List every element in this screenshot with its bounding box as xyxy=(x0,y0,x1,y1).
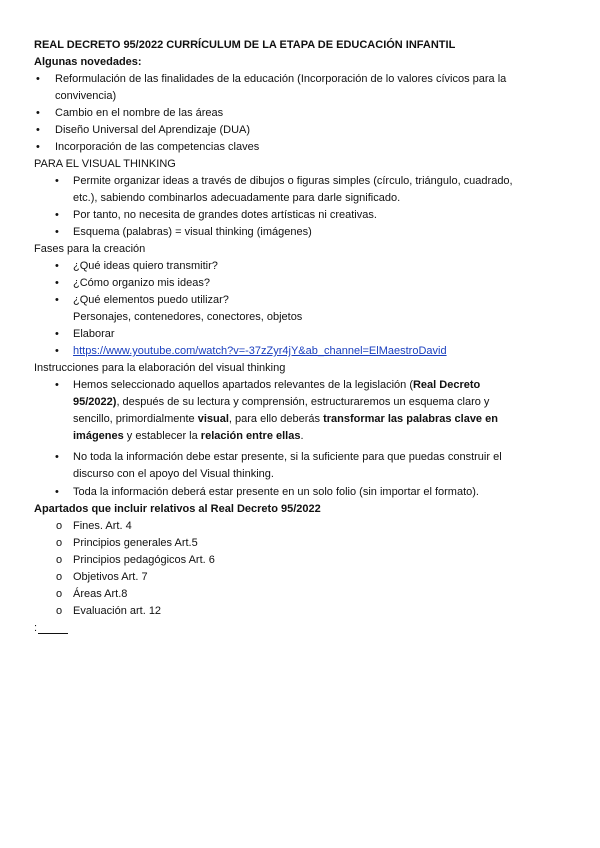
bold-text-run: transformar las palabras clave en xyxy=(323,413,498,425)
bullet-icon: • xyxy=(55,294,59,306)
text-run: y establecer la xyxy=(123,430,201,442)
bullet-icon: • xyxy=(55,328,59,340)
youtube-link[interactable]: https://www.youtube.com/watch?v=-37zZyr4jY&ab_channel=ElMaestroDavid xyxy=(73,345,447,357)
list-item-continuation: discurso con el apoyo del Visual thinking. xyxy=(73,468,274,480)
circle-bullet-icon: o xyxy=(56,554,63,566)
bullet-icon: • xyxy=(55,277,59,289)
text-run: , para ello deberás xyxy=(228,413,324,425)
list-item: Cambio en el nombre de las áreas xyxy=(55,107,224,119)
list-item-continuation: convivencia) xyxy=(55,90,117,102)
circle-bullet-icon: o xyxy=(56,571,63,583)
apartados-heading: Apartados que incluir relativos al Real Decreto 95/2022 xyxy=(34,503,321,515)
circle-bullet-icon: o xyxy=(56,588,63,600)
bullet-icon: • xyxy=(55,209,59,221)
list-item: No toda la información debe estar presente, si la suficiente para que puedas construir el xyxy=(73,451,502,463)
bullet-icon: • xyxy=(55,451,59,463)
trailing-underline xyxy=(38,633,68,634)
bold-text-run: imágenes xyxy=(73,430,124,442)
bold-text-run: relación entre ellas xyxy=(200,430,301,442)
bullet-icon: • xyxy=(36,73,40,85)
circle-bullet-icon: o xyxy=(56,605,63,617)
bullet-icon: • xyxy=(55,175,59,187)
list-item: Fines. Art. 4 xyxy=(73,520,132,532)
text-run: Hemos seleccionado aquellos apartados relevantes de la legislación ( xyxy=(73,379,413,391)
list-item: Toda la información deberá estar presente en un solo folio (sin importar el formato). xyxy=(73,486,479,498)
list-item: Por tanto, no necesita de grandes dotes artísticas ni creativas. xyxy=(73,209,377,221)
text-run: sencillo, primordialmente xyxy=(73,413,198,425)
bullet-icon: • xyxy=(55,226,59,238)
bullet-icon: • xyxy=(55,260,59,272)
list-item: Esquema (palabras) = visual thinking (imágenes) xyxy=(73,226,312,238)
document-title: REAL DECRETO 95/2022 CURRÍCULUM DE LA ETAPA DE EDUCACIÓN INFANTIL xyxy=(34,39,456,51)
list-item: Reformulación de las finalidades de la educación (Incorporación de lo valores cívicos para la xyxy=(55,73,507,85)
list-item: Diseño Universal del Aprendizaje (DUA) xyxy=(55,124,251,136)
list-item: Elaborar xyxy=(73,328,115,340)
text-run: . xyxy=(300,430,304,442)
novedades-heading: Algunas novedades: xyxy=(34,56,142,68)
paragraph-line xyxy=(73,412,498,426)
list-item: Áreas Art.8 xyxy=(73,588,128,600)
paragraph-line xyxy=(73,429,304,443)
paragraph-line xyxy=(73,378,480,392)
fases-heading: Fases para la creación xyxy=(34,243,146,255)
circle-bullet-icon: o xyxy=(56,520,63,532)
list-item: Evaluación art. 12 xyxy=(73,605,162,617)
list-item-continuation: etc.), sabiendo combinarlos adecuadamente para darle significado. xyxy=(73,192,401,204)
text-run: , después de su lectura y comprensión, estructuraremos un esquema claro y xyxy=(116,396,490,408)
list-item: Principios pedagógicos Art. 6 xyxy=(73,554,215,566)
bullet-icon: • xyxy=(36,124,40,136)
list-item: Principios generales Art.5 xyxy=(73,537,198,549)
circle-bullet-icon: o xyxy=(56,537,63,549)
bold-text-run: 95/2022) xyxy=(73,396,117,408)
list-item: Incorporación de las competencias claves xyxy=(55,141,260,153)
bold-text-run: Real Decreto xyxy=(412,379,481,391)
list-item: Permite organizar ideas a través de dibujos o figuras simples (círculo, triángulo, cuadrado, xyxy=(73,175,513,187)
bullet-icon: • xyxy=(55,486,59,498)
instrucciones-heading: Instrucciones para la elaboración del visual thinking xyxy=(34,362,286,374)
list-item: ¿Qué ideas quiero transmitir? xyxy=(73,260,218,272)
bullet-icon: • xyxy=(55,345,59,357)
list-item-continuation: Personajes, contenedores, conectores, objetos xyxy=(73,311,303,323)
visual-thinking-heading: PARA EL VISUAL THINKING xyxy=(34,158,176,170)
trailing-mark: : xyxy=(34,622,38,634)
list-item: ¿Cómo organizo mis ideas? xyxy=(73,277,210,289)
paragraph-line xyxy=(73,395,489,409)
bullet-icon: • xyxy=(36,141,40,153)
bullet-icon: • xyxy=(55,379,59,391)
list-item: Objetivos Art. 7 xyxy=(73,571,148,583)
bullet-icon: • xyxy=(36,107,40,119)
bold-text-run: visual xyxy=(197,413,229,425)
list-item: ¿Qué elementos puedo utilizar? xyxy=(73,294,229,306)
